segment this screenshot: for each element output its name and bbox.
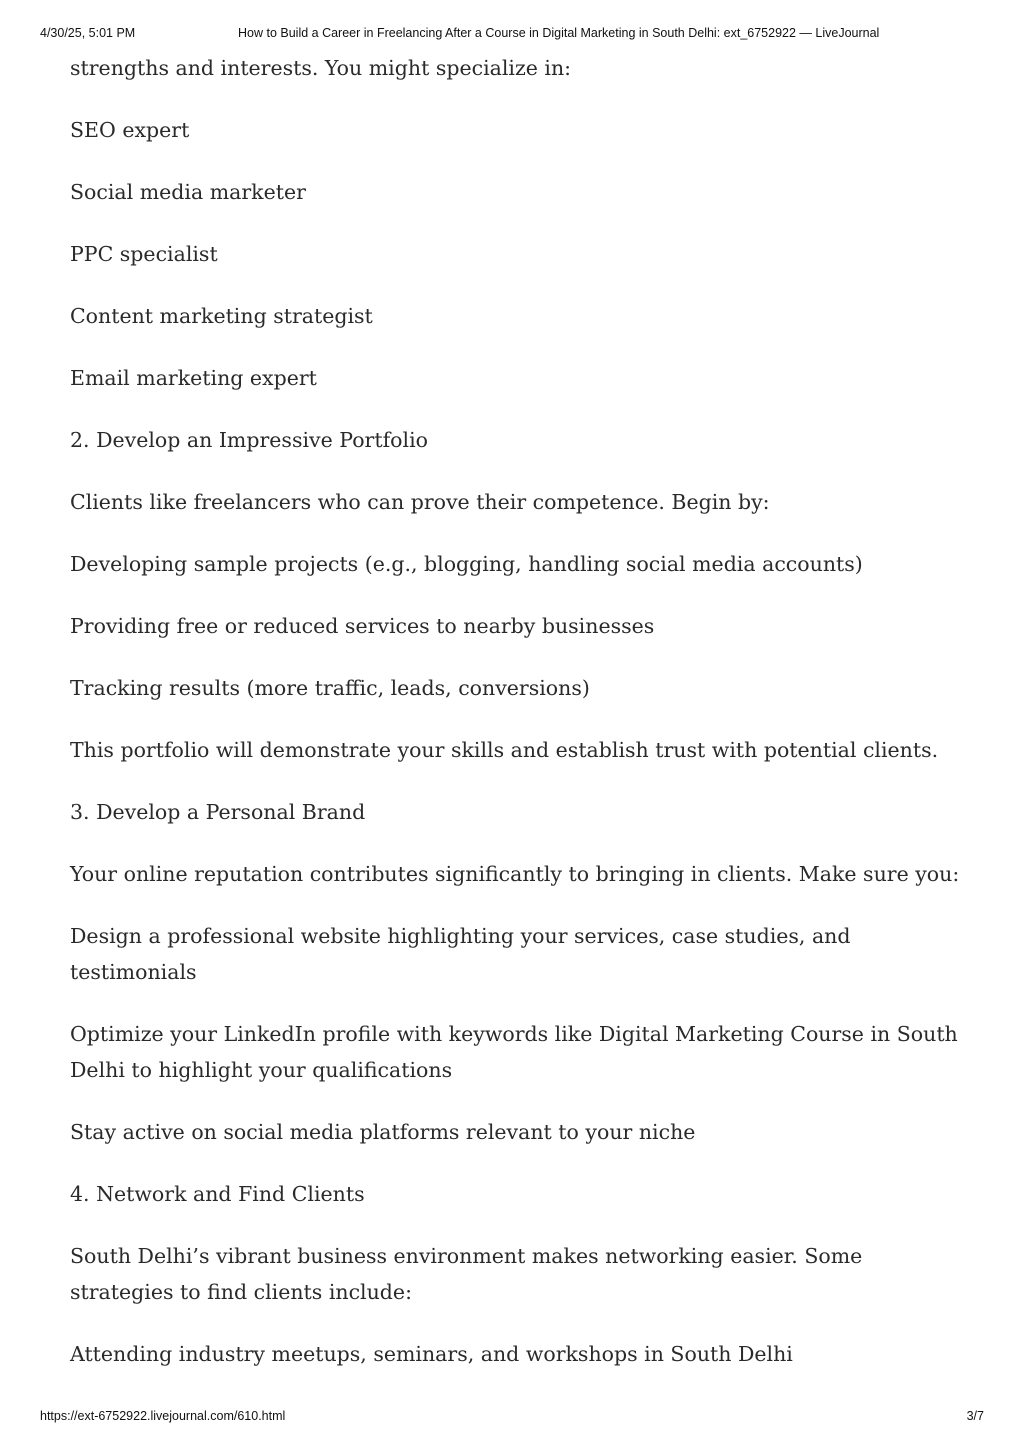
specialization-item: PPC specialist xyxy=(70,242,218,266)
brand-item: Optimize your LinkedIn profile with keywords like Digital Marketing Course in South Delhi to highlight your qualifications xyxy=(70,1022,958,1082)
brand-item: Stay active on social media platforms relevant to your niche xyxy=(70,1120,696,1144)
print-page-title: How to Build a Career in Freelancing After a Course in Digital Marketing in South Delhi: ext_6752922 — LiveJournal xyxy=(238,26,880,40)
specialization-item: Content marketing strategist xyxy=(70,304,373,328)
print-footer xyxy=(40,1409,984,1425)
article-body xyxy=(70,50,960,1398)
section-heading: 2. Develop an Impressive Portfolio xyxy=(70,428,428,452)
portfolio-item: Tracking results (more traffic, leads, conversions) xyxy=(70,676,590,700)
specialization-item: Social media marketer xyxy=(70,180,306,204)
portfolio-item: Providing free or reduced services to nearby businesses xyxy=(70,614,655,638)
paragraph: Your online reputation contributes significantly to bringing in clients. Make sure you: xyxy=(70,862,960,886)
print-url: https://ext-6752922.livejournal.com/610.html xyxy=(40,1409,286,1423)
section-heading: 3. Develop a Personal Brand xyxy=(70,800,366,824)
paragraph: Clients like freelancers who can prove their competence. Begin by: xyxy=(70,490,770,514)
brand-item: Design a professional website highlighting your services, case studies, and testimonials xyxy=(70,924,851,984)
print-datetime: 4/30/25, 5:01 PM xyxy=(40,26,136,40)
specialization-item: Email marketing expert xyxy=(70,366,317,390)
networking-item: Attending industry meetups, seminars, and workshops in South Delhi xyxy=(70,1342,793,1366)
specialization-item: SEO expert xyxy=(70,118,190,142)
paragraph: This portfolio will demonstrate your skills and establish trust with potential clients. xyxy=(70,738,939,762)
paragraph: South Delhi’s vibrant business environment makes networking easier. Some strategies to find clients include: xyxy=(70,1244,863,1304)
section-heading: 4. Network and Find Clients xyxy=(70,1182,365,1206)
portfolio-item: Developing sample projects (e.g., blogging, handling social media accounts) xyxy=(70,552,863,576)
print-header xyxy=(40,26,984,42)
page-number: 3/7 xyxy=(966,1409,984,1423)
paragraph-continuation: strengths and interests. You might specialize in: xyxy=(70,56,572,80)
